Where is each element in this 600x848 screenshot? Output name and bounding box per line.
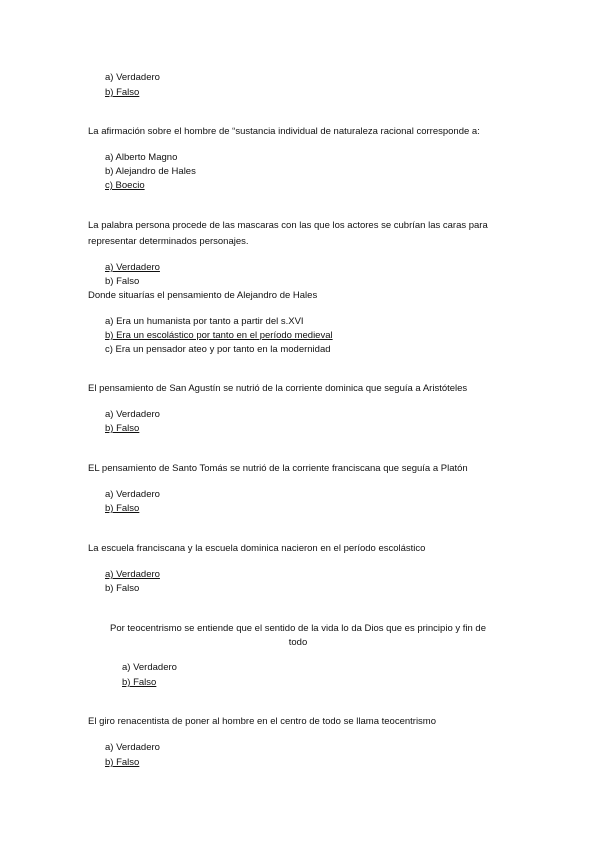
option-a: a) Verdadero <box>105 409 160 420</box>
question-text-continued: todo <box>288 637 308 648</box>
option-b: b) Alejandro de Hales <box>105 166 196 177</box>
question-text: El pensamiento de San Agustín se nutrió de la corriente dominica que seguía a Aristóteles <box>88 383 468 394</box>
option-b-selected: b) Falso <box>105 503 140 514</box>
question-text: La afirmación sobre el hombre de “sustancia individual de naturaleza racional corresponde a: <box>88 126 480 137</box>
question-text: Por teocentrismo se entiende que el sentido de la vida lo da Dios que es principio y fin de <box>109 623 486 634</box>
question-text: La escuela franciscana y la escuela dominica nacieron en el período escolástico <box>88 543 426 554</box>
option-b-selected: b) Era un escolástico por tanto en el período medieval <box>105 330 333 341</box>
option-a-selected: a) Verdadero <box>105 262 160 273</box>
question-text: El giro renacentista de poner al hombre en el centro de todo se llama teocentrismo <box>88 716 437 727</box>
question-text: EL pensamiento de Santo Tomás se nutrió de la corriente franciscana que seguía a Platón <box>88 463 468 474</box>
question-text: Donde situarías el pensamiento de Alejandro de Hales <box>88 290 318 301</box>
option-b-selected: b) Falso <box>105 757 140 768</box>
option-a: a) Alberto Magno <box>105 152 178 163</box>
question-text-continued: representar determinados personajes. <box>88 236 249 247</box>
option-c: c) Era un pensador ateo y por tanto en la modernidad <box>105 344 331 355</box>
option-a-selected: a) Verdadero <box>105 569 160 580</box>
option-b-selected: b) Falso <box>122 677 157 688</box>
option-a: a) Era un humanista por tanto a partir del s.XVI <box>105 316 304 327</box>
option-b: b) Falso <box>105 276 140 287</box>
option-b-selected: b) Falso <box>105 87 140 98</box>
option-c-selected: c) Boecio <box>105 180 145 191</box>
option-a: a) Verdadero <box>105 72 160 83</box>
option-b-selected: b) Falso <box>105 423 140 434</box>
question-text: La palabra persona procede de las mascaras con las que los actores se cubrían las caras para <box>88 220 488 231</box>
option-a: a) Verdadero <box>105 742 160 753</box>
option-a: a) Verdadero <box>105 489 160 500</box>
option-a: a) Verdadero <box>122 662 177 673</box>
option-b: b) Falso <box>105 583 140 594</box>
